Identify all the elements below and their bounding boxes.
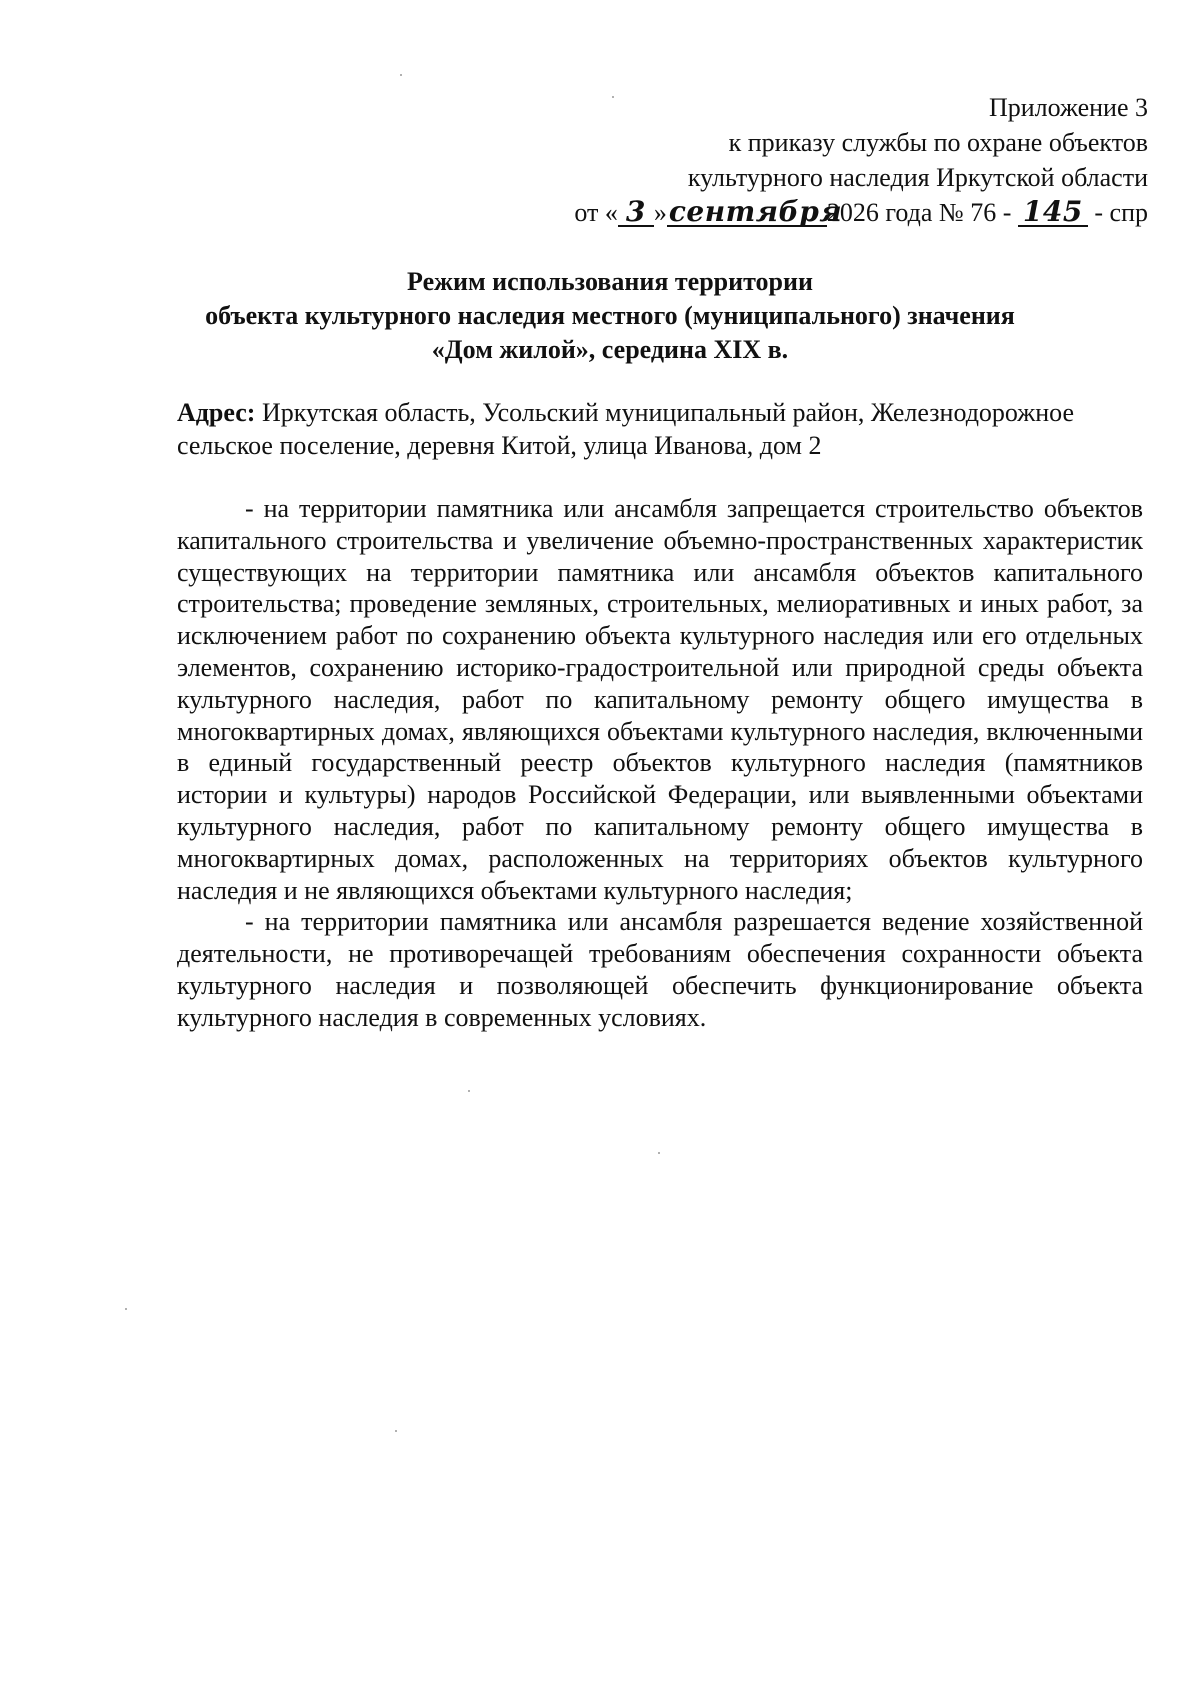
appendix-header (508, 90, 1148, 230)
scan-speck (400, 74, 402, 76)
scan-speck (125, 1308, 127, 1310)
appendix-number: Приложение 3 (988, 93, 1148, 122)
title-line-3: «Дом жилой», середина XIX в. (431, 335, 789, 364)
scan-speck (658, 1152, 660, 1154)
date-day-suffix: » (653, 198, 667, 227)
handwritten-month: сентября (668, 195, 843, 228)
title-line-1: Режим использования территории (407, 267, 813, 296)
handwritten-day: 3 (618, 199, 654, 227)
appendix-authority: культурного наследия Иркутской области (687, 163, 1148, 192)
scan-speck (395, 1430, 397, 1432)
order-suffix: - спр (1094, 198, 1148, 227)
date-prefix: от « (574, 198, 618, 227)
address-text: Иркутская область, Усольский муниципальный район, Железнодорожное сельское поселение, деревня Китой, улица Иванова, дом 2 (177, 398, 1075, 460)
handwritten-order-number: 145 (1018, 199, 1088, 227)
appendix-date-line (508, 195, 1148, 230)
scan-speck (468, 1090, 470, 1092)
scan-speck (612, 96, 614, 98)
body-paragraph-prohibitions: - на территории памятника или ансамбля запрещается строительство объектов капитального строительства и увеличение объемно-пространственных характеристик существующих на территории памятника или ансамбля объектов капитального строительства; проведение земляных, строительных, мелиоративных и иных работ, за исключением работ по сохранению объекта культурного наследия или его отдельных элементов, сохранению историко-градостроительной или природной среды объекта культурного наследия, работ по капитальному ремонту общего имущества в многоквартирных домах, являющихся объектами культурного наследия, включенными в единый государственный реестр объектов культурного наследия (памятников истории и культуры) народов Российской Федерации, или выявленными объектами культурного наследия, работ по капитальному ремонту общего имущества в многоквартирных домах, расположенных на территориях объектов культурного наследия и не являющихся объектами культурного наследия; (177, 494, 1143, 905)
document-title (140, 265, 1080, 367)
address-block (177, 396, 1143, 462)
body-paragraph-permissions: - на территории памятника или ансамбля разрешается ведение хозяйственной деятельности, не противоречащей требованиям обеспечения сохранности объекта культурного наследия и позволяющей обеспечить функционирование объекта культурного наследия в современных условиях. (177, 907, 1143, 1032)
document-body (177, 493, 1143, 1034)
title-line-2: объекта культурного наследия местного (муниципального) значения (205, 301, 1015, 330)
address-label: Адрес: (177, 398, 256, 427)
appendix-order-reference: к приказу службы по охране объектов (728, 128, 1148, 157)
date-year-text: 2026 года № 76 - (826, 198, 1012, 227)
